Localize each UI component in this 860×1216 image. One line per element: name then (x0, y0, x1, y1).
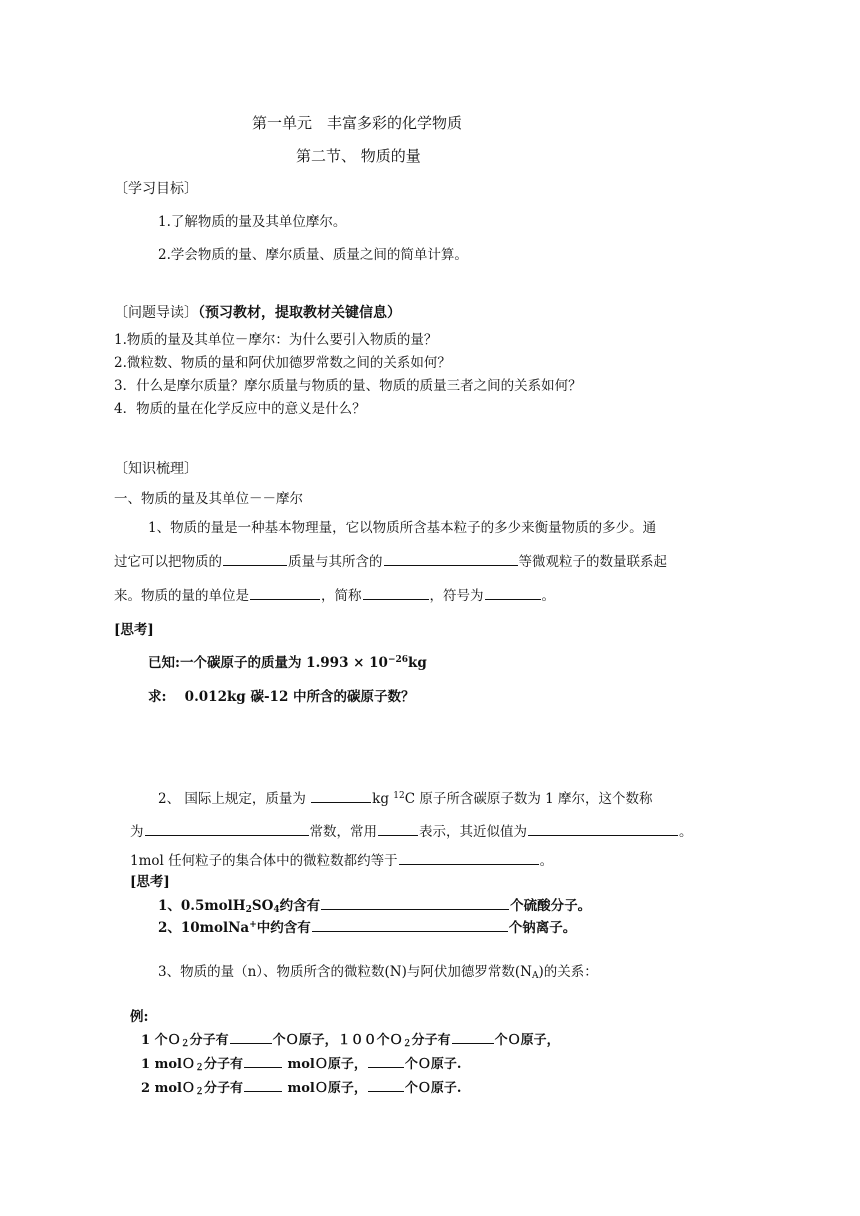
goal-item-2: 2.学会物质的量、摩尔质量、质量之间的简单计算。 (158, 247, 468, 263)
blank-line (485, 586, 541, 600)
blank-line (321, 896, 509, 910)
think-ask: 求: 0.012kg 碳-12 中所含的碳原子数？ (148, 689, 415, 705)
blank-line (528, 822, 678, 836)
blank-line (368, 1078, 404, 1092)
page-subtitle: 第二节、 物质的量 (296, 147, 421, 165)
goals-heading: 〔学习目标〕 (114, 181, 198, 197)
paragraph-2-line-1: 2、 国际上规定，质量为 kg $^{12}$C 原子所含碳原子数为 1 摩尔，这个数称 (158, 791, 653, 807)
think-given: 已知:一个碳原子的质量为 $1.993 \times 10^{-26}kg$ (148, 655, 427, 671)
guide-question-4: 4．物质的量在化学反应中的意义是什么？ (114, 401, 366, 417)
guide-question-2: 2.微粒数、物质的量和阿伏加德罗常数之间的关系如何？ (114, 355, 451, 371)
blank-line (399, 851, 539, 865)
paragraph-1-line-3: 来。物质的量的单位是 ，简称 ，符号为 。 (114, 588, 555, 604)
blank-line (230, 1030, 272, 1044)
blank-line (311, 789, 371, 803)
example-heading: 例: (130, 1009, 149, 1025)
blank-line (223, 552, 287, 566)
example-line-1: 1 个Ｏ$_2$分子有 个Ｏ原子，１００个Ｏ$_2$分子有 个Ｏ原子， (141, 1030, 560, 1050)
blank-line (250, 586, 320, 600)
blank-line (363, 586, 429, 600)
blank-line (244, 1078, 282, 1092)
paragraph-2-line-3: 1mol 任何粒子的集合体中的微粒数都约等于 。 (130, 853, 554, 869)
guide-question-3: 3．什么是摩尔质量？摩尔质量与物质的量、物质的质量三者之间的关系如何？ (114, 378, 582, 394)
guide-heading (114, 304, 401, 322)
blank-line (452, 1030, 494, 1044)
paragraph-1-line-2: 过它可以把物质的 质量与其所含的 等微观粒子的数量联系起 (114, 554, 667, 570)
example-line-2: 1 molＯ$_2$分子有 molＯ原子， 个Ｏ原子. (141, 1054, 461, 1074)
paragraph-1-line-1: 1、物质的量是一种基本物理量，它以物质所含基本粒子的多少来衡量物质的多少。通 (148, 520, 657, 536)
think-item-2: 2、10molNa+中约含有 个钠离子。 (158, 920, 577, 936)
guide-question-1: 1.物质的量及其单位－摩尔：为什么要引入物质的量？ (114, 332, 438, 348)
paragraph-3: 3、物质的量（n）、物质所含的微粒数(N)与阿伏加德罗常数$(N_A)$的关系： (158, 964, 598, 981)
goal-item-1: 1.了解物质的量及其单位摩尔。 (158, 214, 347, 230)
blank-line (368, 1054, 404, 1068)
section-1-heading: 一、物质的量及其单位－－摩尔 (114, 491, 303, 507)
example-line-3: 2 molＯ$_2$分子有 molＯ原子， 个Ｏ原子. (141, 1078, 461, 1098)
think-heading-1: [思考] (114, 622, 154, 638)
page-title: 第一单元 丰富多彩的化学物质 (252, 114, 463, 132)
paragraph-2-line-2: 为 常数，常用 表示，其近似值为 。 (130, 824, 693, 840)
knowledge-heading: 〔知识梳理〕 (114, 461, 198, 477)
blank-line (312, 918, 508, 932)
blank-line (378, 822, 418, 836)
think-heading-2: [思考] (130, 874, 170, 890)
blank-line (244, 1054, 282, 1068)
guide-heading-note: （预习教材，提取教材关键信息） (198, 305, 401, 321)
blank-line (145, 822, 309, 836)
blank-line (384, 552, 518, 566)
guide-heading-label: 〔问题导读〕 (114, 305, 198, 321)
think-item-1: 1、$0.5molH_2SO_4$约含有 个硫酸分子。 (158, 898, 592, 915)
